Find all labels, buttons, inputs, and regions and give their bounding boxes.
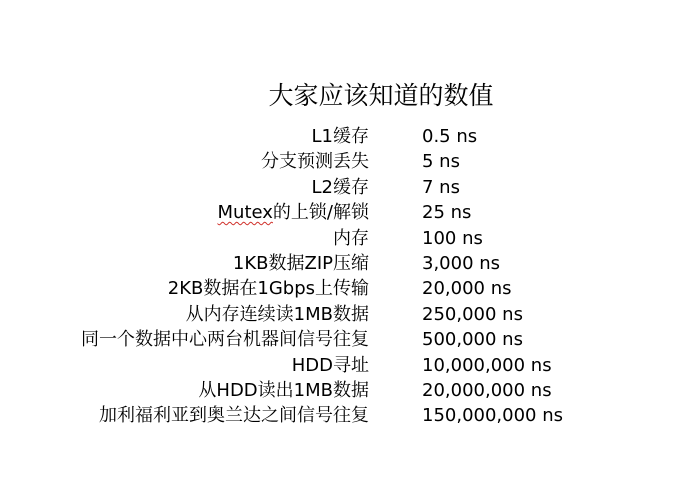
row-label: 从内存连续读1MB数据 <box>185 303 369 325</box>
spellcheck-underlined-word: Mutex <box>217 202 273 224</box>
row-label: L2缓存 <box>311 176 369 198</box>
table-row <box>0 226 692 251</box>
table-row <box>0 200 692 225</box>
row-value: 20,000 ns <box>422 278 512 300</box>
row-label <box>218 200 369 225</box>
row-value: 10,000,000 ns <box>422 354 552 376</box>
table-row <box>0 251 692 276</box>
table-row <box>0 378 692 403</box>
row-value: 500,000 ns <box>422 329 523 351</box>
row-label: 从HDD读出1MB数据 <box>198 379 369 401</box>
row-value: 0.5 ns <box>422 126 478 147</box>
row-value: 5 ns <box>422 151 460 173</box>
row-value: 3,000 ns <box>422 252 501 274</box>
row-label: HDD寻址 <box>291 354 369 376</box>
table-row <box>0 175 692 200</box>
row-value: 100 ns <box>422 227 483 249</box>
row-label: 同一个数据中心两台机器间信号往复 <box>81 329 369 351</box>
table-row <box>0 276 692 301</box>
row-label: 加利福利亚到奥兰达之间信号往复 <box>99 405 369 427</box>
table-row <box>0 327 692 352</box>
slide-title: 大家应该知道的数值 <box>268 81 494 110</box>
latency-table <box>0 124 692 429</box>
row-label-rest: 的上锁/解锁 <box>272 202 369 224</box>
row-label: L1缓存 <box>311 126 369 147</box>
table-row <box>0 124 692 149</box>
row-label: 分支预测丢失 <box>261 151 369 173</box>
row-label: 2KB数据在1Gbps上传输 <box>167 278 369 300</box>
row-value: 250,000 ns <box>422 303 523 325</box>
table-row <box>0 403 692 428</box>
row-value: 150,000,000 ns <box>422 405 564 427</box>
row-value: 20,000,000 ns <box>422 379 552 401</box>
row-label: 内存 <box>333 227 369 249</box>
table-row <box>0 302 692 327</box>
row-label: 1KB数据ZIP压缩 <box>232 252 369 274</box>
table-row <box>0 353 692 378</box>
row-value: 7 ns <box>422 176 460 198</box>
table-row <box>0 149 692 174</box>
row-value: 25 ns <box>422 202 472 224</box>
